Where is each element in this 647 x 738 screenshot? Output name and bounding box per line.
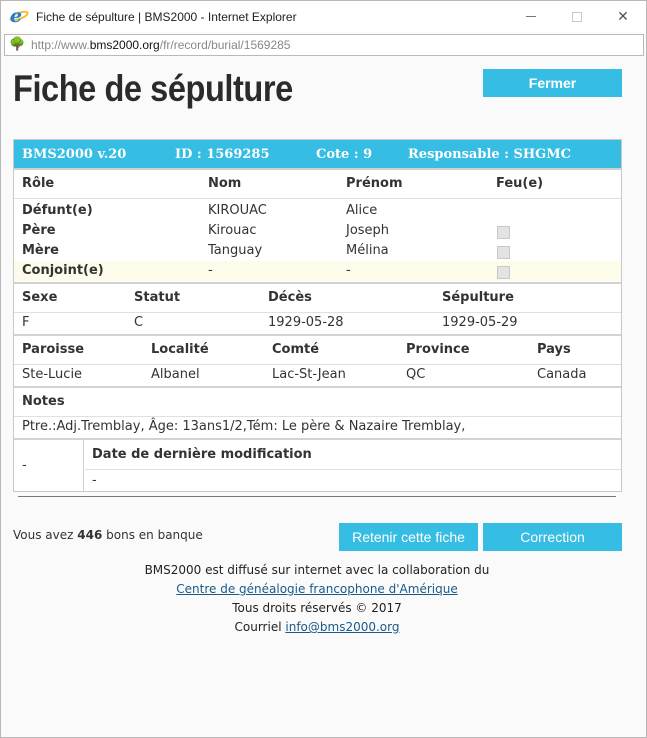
- statut-value: C: [134, 315, 144, 330]
- maximize-button[interactable]: [554, 1, 600, 32]
- vital-values-row: [14, 313, 621, 333]
- person-prenom: Mélina: [346, 243, 389, 258]
- feu-checkbox[interactable]: [497, 226, 510, 239]
- footer: [1, 561, 633, 637]
- feu-checkbox[interactable]: [497, 246, 510, 259]
- header-paroisse: Paroisse: [22, 342, 85, 357]
- person-nom: -: [208, 263, 213, 278]
- persons-section: [14, 170, 621, 284]
- sexe-value: F: [22, 315, 30, 330]
- correction-button[interactable]: Correction: [483, 523, 622, 551]
- internet-explorer-icon: e: [10, 8, 28, 26]
- person-prenom: Alice: [346, 203, 378, 218]
- minimize-icon: [526, 16, 536, 17]
- footer-line-1: BMS2000 est diffusé sur internet avec la collaboration du: [144, 563, 490, 577]
- modification-left-value: -: [22, 458, 27, 473]
- notes-section: [14, 388, 621, 440]
- close-window-button[interactable]: [600, 1, 646, 32]
- paroisse-value: Ste-Lucie: [22, 367, 83, 382]
- url-text[interactable]: http://www.bms2000.org/fr/record/burial/1569285: [31, 38, 291, 52]
- person-row-defunt: [14, 201, 621, 221]
- fermer-button[interactable]: Fermer: [483, 69, 622, 97]
- sepulture-value: 1929-05-29: [442, 315, 518, 330]
- deces-value: 1929-05-28: [268, 315, 344, 330]
- header-nom: Nom: [208, 176, 242, 191]
- version-label: BMS2000 v.20: [22, 146, 127, 162]
- page-title: Fiche de sépulture: [13, 68, 293, 109]
- place-header-row: [14, 340, 621, 360]
- header-feu: Feu(e): [496, 176, 544, 191]
- role-label: Père: [22, 223, 56, 238]
- localite-value: Albanel: [151, 367, 200, 382]
- bank-balance: Vous avez 446 bons en banque: [13, 528, 203, 542]
- header-sepulture: Sépulture: [442, 290, 514, 305]
- header-localite: Localité: [151, 342, 209, 357]
- header-comte: Comté: [272, 342, 320, 357]
- header-deces: Décès: [268, 290, 312, 305]
- window-title: Fiche de sépulture | BMS2000 - Internet Explorer: [36, 9, 297, 24]
- record-id: ID : 1569285: [175, 146, 270, 162]
- role-label: Mère: [22, 243, 59, 258]
- person-nom: KIROUAC: [208, 203, 267, 218]
- burial-record-card: [13, 139, 622, 492]
- modification-header: Date de dernière modification: [92, 447, 312, 462]
- title-bar: [1, 1, 646, 32]
- header-pays: Pays: [537, 342, 571, 357]
- vital-section: [14, 284, 621, 336]
- province-value: QC: [406, 367, 426, 382]
- email-link[interactable]: info@bms2000.org: [285, 620, 400, 634]
- notes-text: Ptre.:Adj.Tremblay, Âge: 13ans1/2,Tém: Le père & Nazaire Tremblay,: [22, 419, 466, 434]
- person-row-pere: [14, 221, 621, 241]
- role-label: Conjoint(e): [22, 263, 104, 278]
- cgfa-link[interactable]: Centre de généalogie francophone d'Amérique: [176, 582, 458, 596]
- person-row-conjoint: [14, 261, 621, 281]
- responsable-label: Responsable : SHGMC: [408, 146, 572, 162]
- role-label: Défunt(e): [22, 203, 93, 218]
- persons-header-row: [14, 170, 621, 196]
- site-favicon-icon: 🌳: [9, 37, 26, 52]
- place-values-row: [14, 365, 621, 385]
- divider: [18, 496, 616, 497]
- minimize-button[interactable]: [508, 1, 554, 32]
- bank-count: 446: [77, 528, 103, 542]
- header-role: Rôle: [22, 176, 55, 191]
- person-nom: Tanguay: [208, 243, 263, 258]
- pays-value: Canada: [537, 367, 587, 382]
- address-bar[interactable]: [4, 34, 644, 56]
- feu-checkbox[interactable]: [497, 266, 510, 279]
- person-prenom: Joseph: [346, 223, 390, 238]
- person-prenom: -: [346, 263, 351, 278]
- maximize-icon: [572, 12, 582, 22]
- notes-header: Notes: [22, 394, 65, 409]
- comte-value: Lac-St-Jean: [272, 367, 346, 382]
- header-statut: Statut: [134, 290, 181, 305]
- place-section: [14, 336, 621, 388]
- contact-label: Courriel: [234, 620, 282, 634]
- header-prenom: Prénom: [346, 176, 403, 191]
- modification-section: [14, 440, 621, 491]
- close-icon: ✕: [617, 8, 629, 25]
- retenir-fiche-button[interactable]: Retenir cette fiche: [339, 523, 478, 551]
- record-header: [14, 140, 621, 170]
- header-sexe: Sexe: [22, 290, 58, 305]
- header-province: Province: [406, 342, 470, 357]
- person-row-mere: [14, 241, 621, 261]
- cote-label: Cote : 9: [316, 146, 373, 162]
- modification-value: -: [92, 473, 97, 488]
- person-nom: Kirouac: [208, 223, 257, 238]
- footer-copyright: Tous droits réservés © 2017: [232, 601, 402, 615]
- vital-header-row: [14, 288, 621, 308]
